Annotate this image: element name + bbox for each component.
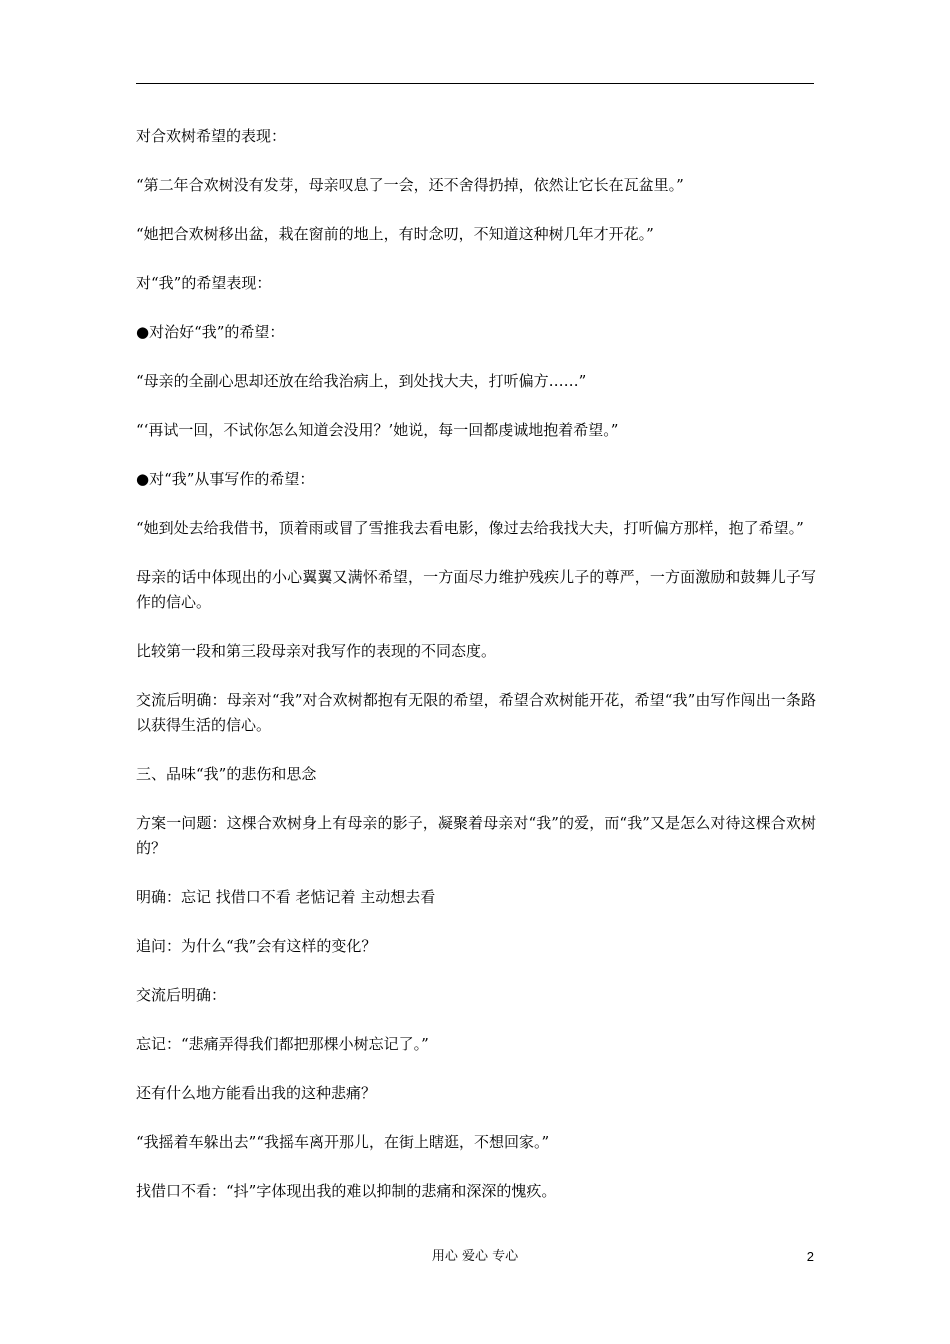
paragraph: “‘再试一回，不试你怎么知道会没用？’她说，每一回都虔诚地抱着希望。” — [136, 421, 619, 439]
footer-text: 用心 爱心 专心 — [431, 1249, 519, 1264]
paragraph: 明确：忘记 找借口不看 老惦记着 主动想去看 — [136, 888, 436, 906]
paragraph: 忘记：“悲痛弄得我们都把那棵小树忘记了。” — [136, 1035, 429, 1053]
paragraph: 方案一问题：这棵合欢树身上有母亲的影子，凝聚着母亲对“我”的爱，而“我”又是怎么对待这棵合欢树的？ — [136, 814, 816, 857]
paragraph: 找借口不看：“抖”字体现出我的难以抑制的悲痛和深深的愧疚。 — [136, 1182, 557, 1200]
header-rule — [136, 83, 814, 84]
paragraph: “母亲的全副心思却还放在给我治病上，到处找大夫，打听偏方……” — [136, 372, 587, 390]
paragraph: “她到处去给我借书，顶着雨或冒了雪推我去看电影，像过去给我找大夫，打听偏方那样，抱了希望。” — [136, 519, 804, 537]
paragraph: “我摇着车躲出去”“我摇车离开那儿，在街上瞎逛，不想回家。” — [136, 1133, 550, 1151]
paragraph: ●对“我”从事写作的希望： — [136, 470, 315, 488]
section-heading: 三、品味“我”的悲伤和思念 — [136, 765, 317, 783]
paragraph: 交流后明确：母亲对“我”对合欢树都抱有无限的希望，希望合欢树能开花，希望“我”由写作闯出一条路以获得生活的信心。 — [136, 691, 816, 734]
paragraph: “第二年合欢树没有发芽，母亲叹息了一会，还不舍得扔掉，依然让它长在瓦盆里。” — [136, 176, 684, 194]
paragraph: 还有什么地方能看出我的这种悲痛？ — [136, 1084, 377, 1102]
paragraph: “她把合欢树移出盆，栽在窗前的地上，有时念叨，不知道这种树几年才开花。” — [136, 225, 654, 243]
paragraph: 交流后明确： — [136, 986, 227, 1004]
paragraph: ●对治好“我”的希望： — [136, 323, 285, 341]
paragraph: 追问：为什么“我”会有这样的变化？ — [136, 937, 377, 955]
paragraph: 对“我”的希望表现： — [136, 274, 272, 292]
document-body — [136, 124, 816, 1228]
paragraph: 母亲的话中体现出的小心翼翼又满怀希望，一方面尽力维护残疾儿子的尊严，一方面激励和鼓舞儿子写作的信心。 — [136, 568, 816, 611]
paragraph: 比较第一段和第三段母亲对我写作的表现的不同态度。 — [136, 642, 497, 660]
page-number: 2 — [806, 1249, 814, 1264]
paragraph: 对合欢树希望的表现： — [136, 127, 287, 145]
